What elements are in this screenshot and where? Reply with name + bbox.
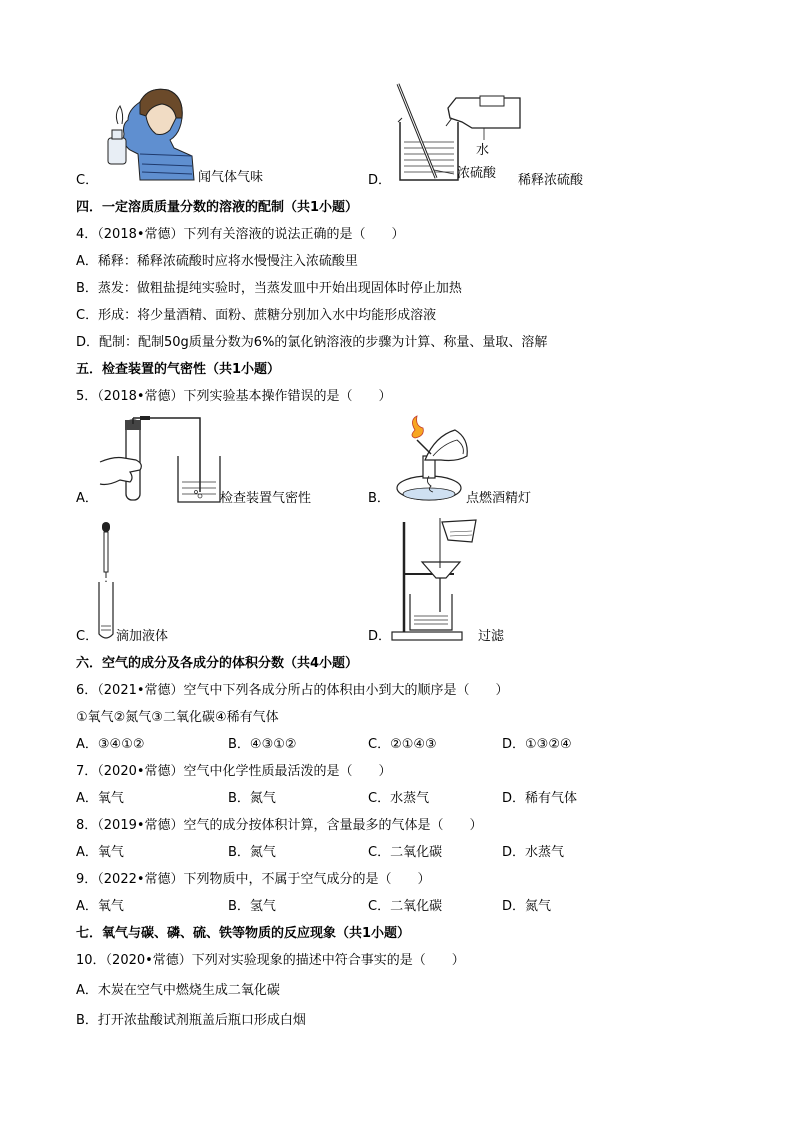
q4-option-d: D．配制：配制50g质量分数为6%的氯化钠溶液的步骤为计算、称量、量取、溶解 — [76, 335, 548, 350]
q5-option-b-caption: 点燃酒精灯 — [466, 491, 532, 506]
q10-option-a: A．木炭在空气中燃烧生成二氧化碳 — [76, 983, 280, 998]
section-6-heading: 六．空气的成分及各成分的体积分数（共4小题） — [76, 656, 359, 671]
q6-option-a: A．③④①② — [76, 737, 145, 752]
section-4-heading: 四．一定溶质质量分数的溶液的配制（共1小题） — [76, 200, 359, 215]
q7-option-c: C．水蒸气 — [368, 791, 430, 806]
q5-option-c-caption: 滴加液体 — [116, 629, 169, 644]
q5-option-b-letter: B． — [368, 491, 390, 506]
q5-option-d-caption: 过滤 — [478, 629, 505, 644]
option-d-letter: D． — [368, 173, 392, 188]
q4-option-c: C．形成：将少量酒精、面粉、蔗糖分别加入水中均能形成溶液 — [76, 308, 437, 323]
q7-option-d: D．稀有气体 — [502, 791, 578, 806]
q6-option-c: C．②①④③ — [368, 737, 437, 752]
q7-option-a: A．氧气 — [76, 791, 124, 806]
q8-option-c: C．二氧化碳 — [368, 845, 443, 860]
q10-option-b: B．打开浓盐酸试剂瓶盖后瓶口形成白烟 — [76, 1013, 306, 1028]
q9-option-c: C．二氧化碳 — [368, 899, 443, 914]
q10-stem: 10．（2020•常德）下列对实验现象的描述中符合事实的是（ ） — [76, 953, 465, 968]
q5-option-a-letter: A． — [76, 491, 98, 506]
q5-option-c-letter: C． — [76, 629, 99, 644]
smelling-gas-illustration — [100, 84, 200, 184]
q4-stem: 4．（2018•常德）下列有关溶液的说法正确的是（ ） — [76, 227, 405, 242]
light-alcohol-lamp-illustration — [385, 416, 475, 504]
option-c-letter: C． — [76, 173, 99, 188]
airtightness-check-illustration — [100, 416, 230, 506]
option-d-caption: 稀释浓硫酸 — [518, 173, 584, 188]
q4-option-a: A．稀释：稀释浓硫酸时应将水慢慢注入浓硫酸里 — [76, 254, 358, 269]
q8-stem: 8．（2019•常德）空气的成分按体积计算，含量最多的气体是（ ） — [76, 818, 483, 833]
q7-option-b: B．氮气 — [228, 791, 276, 806]
water-label: 水 — [476, 143, 490, 158]
q6-stem: 6．（2021•常德）空气中下列各成分所占的体积由小到大的顺序是（ ） — [76, 683, 509, 698]
q9-option-d: D．氮气 — [502, 899, 552, 914]
option-c-caption: 闻气体气味 — [198, 170, 264, 185]
q8-option-b: B．氮气 — [228, 845, 276, 860]
q6-option-b: B．④③①② — [228, 737, 297, 752]
dropping-liquid-illustration — [93, 522, 123, 642]
q5-option-a-caption: 检查装置气密性 — [220, 491, 312, 506]
q8-option-d: D．水蒸气 — [502, 845, 565, 860]
q4-option-b: B．蒸发：做粗盐提纯实验时，当蒸发皿中开始出现固体时停止加热 — [76, 281, 462, 296]
q5-option-d-letter: D． — [368, 629, 392, 644]
q7-stem: 7．（2020•常德）空气中化学性质最活泼的是（ ） — [76, 764, 392, 779]
filtration-illustration — [392, 518, 482, 642]
section-7-heading: 七．氧气与碳、磷、硫、铁等物质的反应现象（共1小题） — [76, 926, 411, 941]
q9-option-b: B．氢气 — [228, 899, 276, 914]
q9-stem: 9．（2022•常德）下列物质中，不属于空气成分的是（ ） — [76, 872, 431, 887]
acid-label: 浓硫酸 — [457, 166, 497, 181]
section-5-heading: 五．检查装置的气密性（共1小题） — [76, 362, 281, 377]
q8-option-a: A．氧气 — [76, 845, 124, 860]
q9-option-a: A．氧气 — [76, 899, 124, 914]
q6-option-d: D．①③②④ — [502, 737, 572, 752]
q5-stem: 5．（2018•常德）下列实验基本操作错误的是（ ） — [76, 389, 392, 404]
q6-list: ①氧气②氮气③二氧化碳④稀有气体 — [76, 710, 279, 725]
